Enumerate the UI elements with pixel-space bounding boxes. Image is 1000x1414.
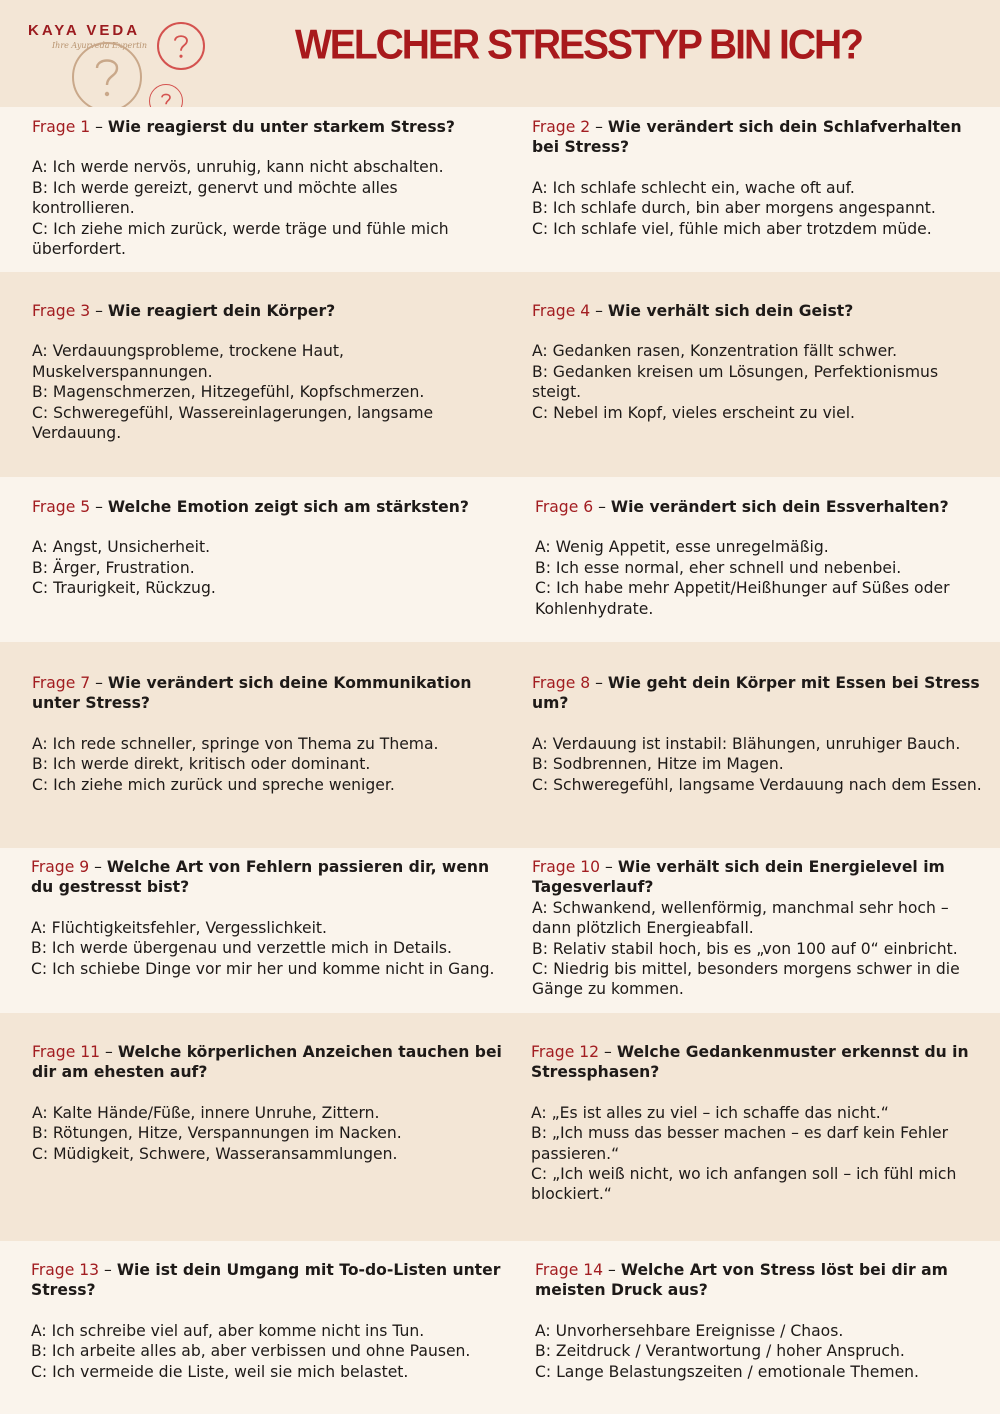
question-block — [535, 1260, 985, 1382]
answer-option: A: Ich werde nervös, unruhig, kann nicht abschalten. — [32, 158, 444, 177]
question-number: Frage 11 — [32, 1043, 101, 1061]
answer-option: B: „Ich muss das besser machen – es darf kein Fehler passieren.“ — [531, 1124, 949, 1163]
question-heading: Frage 9 – Welche Art von Fehlern passieren dir, wenn du gestresst bist? — [31, 858, 490, 897]
question-heading: Frage 11 – Welche körperlichen Anzeichen tauchen bei dir am ehesten auf? — [32, 1043, 502, 1082]
answer-option: B: Ich werde übergenau und verzettle mich in Details. — [31, 939, 453, 958]
question-heading: Frage 3 – Wie reagiert dein Körper? — [32, 302, 336, 320]
answer-list — [32, 734, 482, 795]
answer-option: C: Ich habe mehr Appetit/Heißhunger auf Süßes oder Kohlenhydrate. — [535, 579, 950, 618]
question-text: Welche körperlichen Anzeichen tauchen bei dir am ehesten auf? — [32, 1043, 502, 1082]
question-text: Wie reagierst du unter starkem Stress? — [107, 118, 455, 136]
answer-option: C: Ich ziehe mich zurück, werde träge und fühle mich überfordert. — [32, 219, 449, 259]
question-heading: Frage 7 – Wie verändert sich deine Kommunikation unter Stress? — [32, 674, 472, 713]
answer-option: A: „Es ist alles zu viel – ich schaffe das nicht.“ — [531, 1103, 889, 1122]
answer-option: C: Schweregefühl, langsame Verdauung nach dem Essen. — [532, 775, 982, 794]
answer-option: A: Ich schlafe schlecht ein, wache oft auf. — [532, 178, 855, 197]
answer-option: B: Zeitdruck / Verantwortung / hoher Anspruch. — [535, 1342, 905, 1361]
question-text: Welche Art von Fehlern passieren dir, wenn du gestresst bist? — [31, 858, 490, 897]
question-block — [531, 1042, 986, 1205]
answer-list — [532, 341, 982, 423]
answer-option: B: Relativ stabil hoch, bis es „von 100 auf 0“ einbricht. — [532, 939, 958, 958]
answer-list — [532, 178, 982, 239]
answer-option: C: Schweregefühl, Wassereinlagerungen, langsame Verdauung. — [32, 403, 434, 443]
brand-logo — [28, 22, 148, 50]
answer-option: A: Gedanken rasen, Konzentration fällt schwer. — [532, 342, 898, 361]
question-number: Frage 14 — [535, 1261, 604, 1279]
question-number: Frage 10 — [532, 858, 601, 876]
answer-option: B: Ich werde gereizt, genervt und möchte alles kontrollieren. — [32, 178, 398, 218]
page-title: WELCHER STRESSTYP BIN ICH? — [295, 22, 862, 69]
answer-option: B: Gedanken kreisen um Lösungen, Perfektionismus steigt. — [532, 362, 939, 402]
answer-option: C: Traurigkeit, Rückzug. — [32, 579, 216, 598]
question-text: Wie verändert sich dein Essverhalten? — [610, 498, 949, 516]
answer-option: C: Niedrig bis mittel, besonders morgens schwer in die Gänge zu kommen. — [532, 960, 960, 999]
question-text: Welche Gedankenmuster erkennst du in Stressphasen? — [531, 1043, 969, 1082]
question-text: Welche Art von Stress löst bei dir am meisten Druck aus? — [535, 1261, 948, 1300]
answer-option: C: Lange Belastungszeiten / emotionale Themen. — [535, 1362, 920, 1381]
answer-option: B: Ich werde direkt, kritisch oder dominant. — [32, 755, 371, 774]
answer-list — [32, 537, 477, 598]
question-heading: Frage 14 – Welche Art von Stress löst bei dir am meisten Druck aus? — [535, 1261, 948, 1300]
question-text: Wie ist dein Umgang mit To-do-Listen unter Stress? — [31, 1261, 501, 1300]
question-heading: Frage 10 – Wie verhält sich dein Energielevel im Tagesverlauf? — [532, 858, 945, 897]
answer-list — [31, 918, 496, 979]
question-heading: Frage 1 – Wie reagierst du unter starkem Stress? — [32, 118, 455, 136]
question-number: Frage 8 — [532, 674, 591, 692]
answer-list — [32, 1103, 502, 1164]
question-heading: Frage 6 – Wie verändert sich dein Essverhalten? — [535, 498, 949, 516]
brand-name: KAYA VEDA — [28, 22, 141, 39]
question-text: Wie verhält sich dein Geist? — [607, 302, 854, 320]
answer-option: B: Ich schlafe durch, bin aber morgens angespannt. — [532, 199, 936, 218]
answer-option: B: Ich arbeite alles ab, aber verbissen und ohne Pausen. — [31, 1342, 471, 1361]
question-mark-icon-large — [72, 42, 142, 112]
question-text: Wie verhält sich dein Energielevel im Tagesverlauf? — [532, 858, 945, 897]
question-number: Frage 1 — [32, 118, 91, 136]
answer-option: B: Ärger, Frustration. — [32, 558, 195, 577]
question-block — [532, 117, 982, 239]
question-block — [535, 497, 985, 619]
question-number: Frage 6 — [535, 498, 594, 516]
question-block — [532, 301, 982, 423]
question-text: Wie verändert sich dein Schlafverhalten bei Stress? — [532, 118, 962, 157]
answer-option: C: Nebel im Kopf, vieles erscheint zu viel. — [532, 403, 856, 422]
question-number: Frage 7 — [32, 674, 91, 692]
answer-option: B: Sodbrennen, Hitze im Magen. — [532, 755, 784, 774]
question-number: Frage 3 — [32, 302, 91, 320]
answer-list — [532, 898, 987, 1000]
answer-option: A: Angst, Unsicherheit. — [32, 538, 211, 557]
answer-option: A: Wenig Appetit, esse unregelmäßig. — [535, 538, 829, 557]
question-block — [32, 301, 477, 443]
question-mark-icon-medium — [157, 22, 205, 70]
question-heading: Frage 5 – Welche Emotion zeigt sich am stärksten? — [32, 498, 469, 516]
answer-option: A: Kalte Hände/Füße, innere Unruhe, Zittern. — [32, 1103, 380, 1122]
answer-list — [32, 157, 477, 259]
answer-list — [31, 1321, 501, 1382]
answer-option: B: Ich esse normal, eher schnell und nebenbei. — [535, 558, 902, 577]
question-block — [532, 857, 987, 1000]
answer-list — [535, 1321, 985, 1382]
answer-list — [531, 1103, 986, 1205]
question-block — [31, 1260, 501, 1382]
question-number: Frage 2 — [532, 118, 591, 136]
answer-option: A: Ich rede schneller, springe von Thema zu Thema. — [32, 734, 439, 753]
answer-list — [535, 537, 985, 619]
question-block — [31, 857, 496, 979]
answer-option: A: Schwankend, wellenförmig, manchmal sehr hoch – dann plötzlich Energieabfall. — [532, 898, 949, 938]
question-number: Frage 5 — [32, 498, 91, 516]
question-text: Welche Emotion zeigt sich am stärksten? — [107, 498, 469, 516]
question-number: Frage 4 — [532, 302, 591, 320]
answer-option: B: Rötungen, Hitze, Verspannungen im Nacken. — [32, 1124, 402, 1143]
question-heading: Frage 4 – Wie verhält sich dein Geist? — [532, 302, 854, 320]
answer-list — [32, 341, 477, 443]
question-heading: Frage 13 – Wie ist dein Umgang mit To-do-Listen unter Stress? — [31, 1261, 501, 1300]
question-text: Wie geht dein Körper mit Essen bei Stress um? — [532, 674, 980, 713]
question-number: Frage 13 — [31, 1261, 100, 1279]
question-block — [32, 117, 477, 259]
question-heading: Frage 2 – Wie verändert sich dein Schlafverhalten bei Stress? — [532, 118, 962, 157]
answer-option: C: Ich ziehe mich zurück und spreche weniger. — [32, 775, 395, 794]
answer-option: A: Ich schreibe viel auf, aber komme nicht ins Tun. — [31, 1321, 425, 1340]
answer-option: C: „Ich weiß nicht, wo ich anfangen soll – ich fühl mich blockiert.“ — [531, 1165, 957, 1204]
answer-option: A: Flüchtigkeitsfehler, Vergesslichkeit. — [31, 918, 327, 937]
question-block — [32, 1042, 502, 1164]
question-block — [532, 673, 987, 795]
answer-list — [532, 734, 987, 795]
answer-option: A: Verdauung ist instabil: Blähungen, unruhiger Bauch. — [532, 734, 961, 753]
page-header — [0, 0, 1000, 107]
answer-option: A: Unvorhersehbare Ereignisse / Chaos. — [535, 1321, 844, 1340]
question-block — [32, 497, 477, 599]
question-block — [32, 673, 482, 795]
brand-tagline: Ihre Ayurveda Expertin — [52, 41, 148, 50]
question-heading: Frage 12 – Welche Gedankenmuster erkennst du in Stressphasen? — [531, 1043, 969, 1082]
answer-option: C: Müdigkeit, Schwere, Wasseransammlungen. — [32, 1144, 398, 1163]
answer-option: A: Verdauungsprobleme, trockene Haut, Muskelverspannungen. — [32, 342, 344, 381]
answer-option: C: Ich schiebe Dinge vor mir her und komme nicht in Gang. — [31, 959, 495, 978]
question-number: Frage 9 — [31, 858, 90, 876]
question-number: Frage 12 — [531, 1043, 600, 1061]
question-text: Wie verändert sich deine Kommunikation unter Stress? — [32, 674, 472, 713]
question-text: Wie reagiert dein Körper? — [107, 302, 336, 320]
answer-option: B: Magenschmerzen, Hitzegefühl, Kopfschmerzen. — [32, 383, 425, 402]
question-heading: Frage 8 – Wie geht dein Körper mit Essen bei Stress um? — [532, 674, 980, 713]
answer-option: C: Ich vermeide die Liste, weil sie mich belastet. — [31, 1362, 409, 1381]
answer-option: C: Ich schlafe viel, fühle mich aber trotzdem müde. — [532, 219, 932, 238]
